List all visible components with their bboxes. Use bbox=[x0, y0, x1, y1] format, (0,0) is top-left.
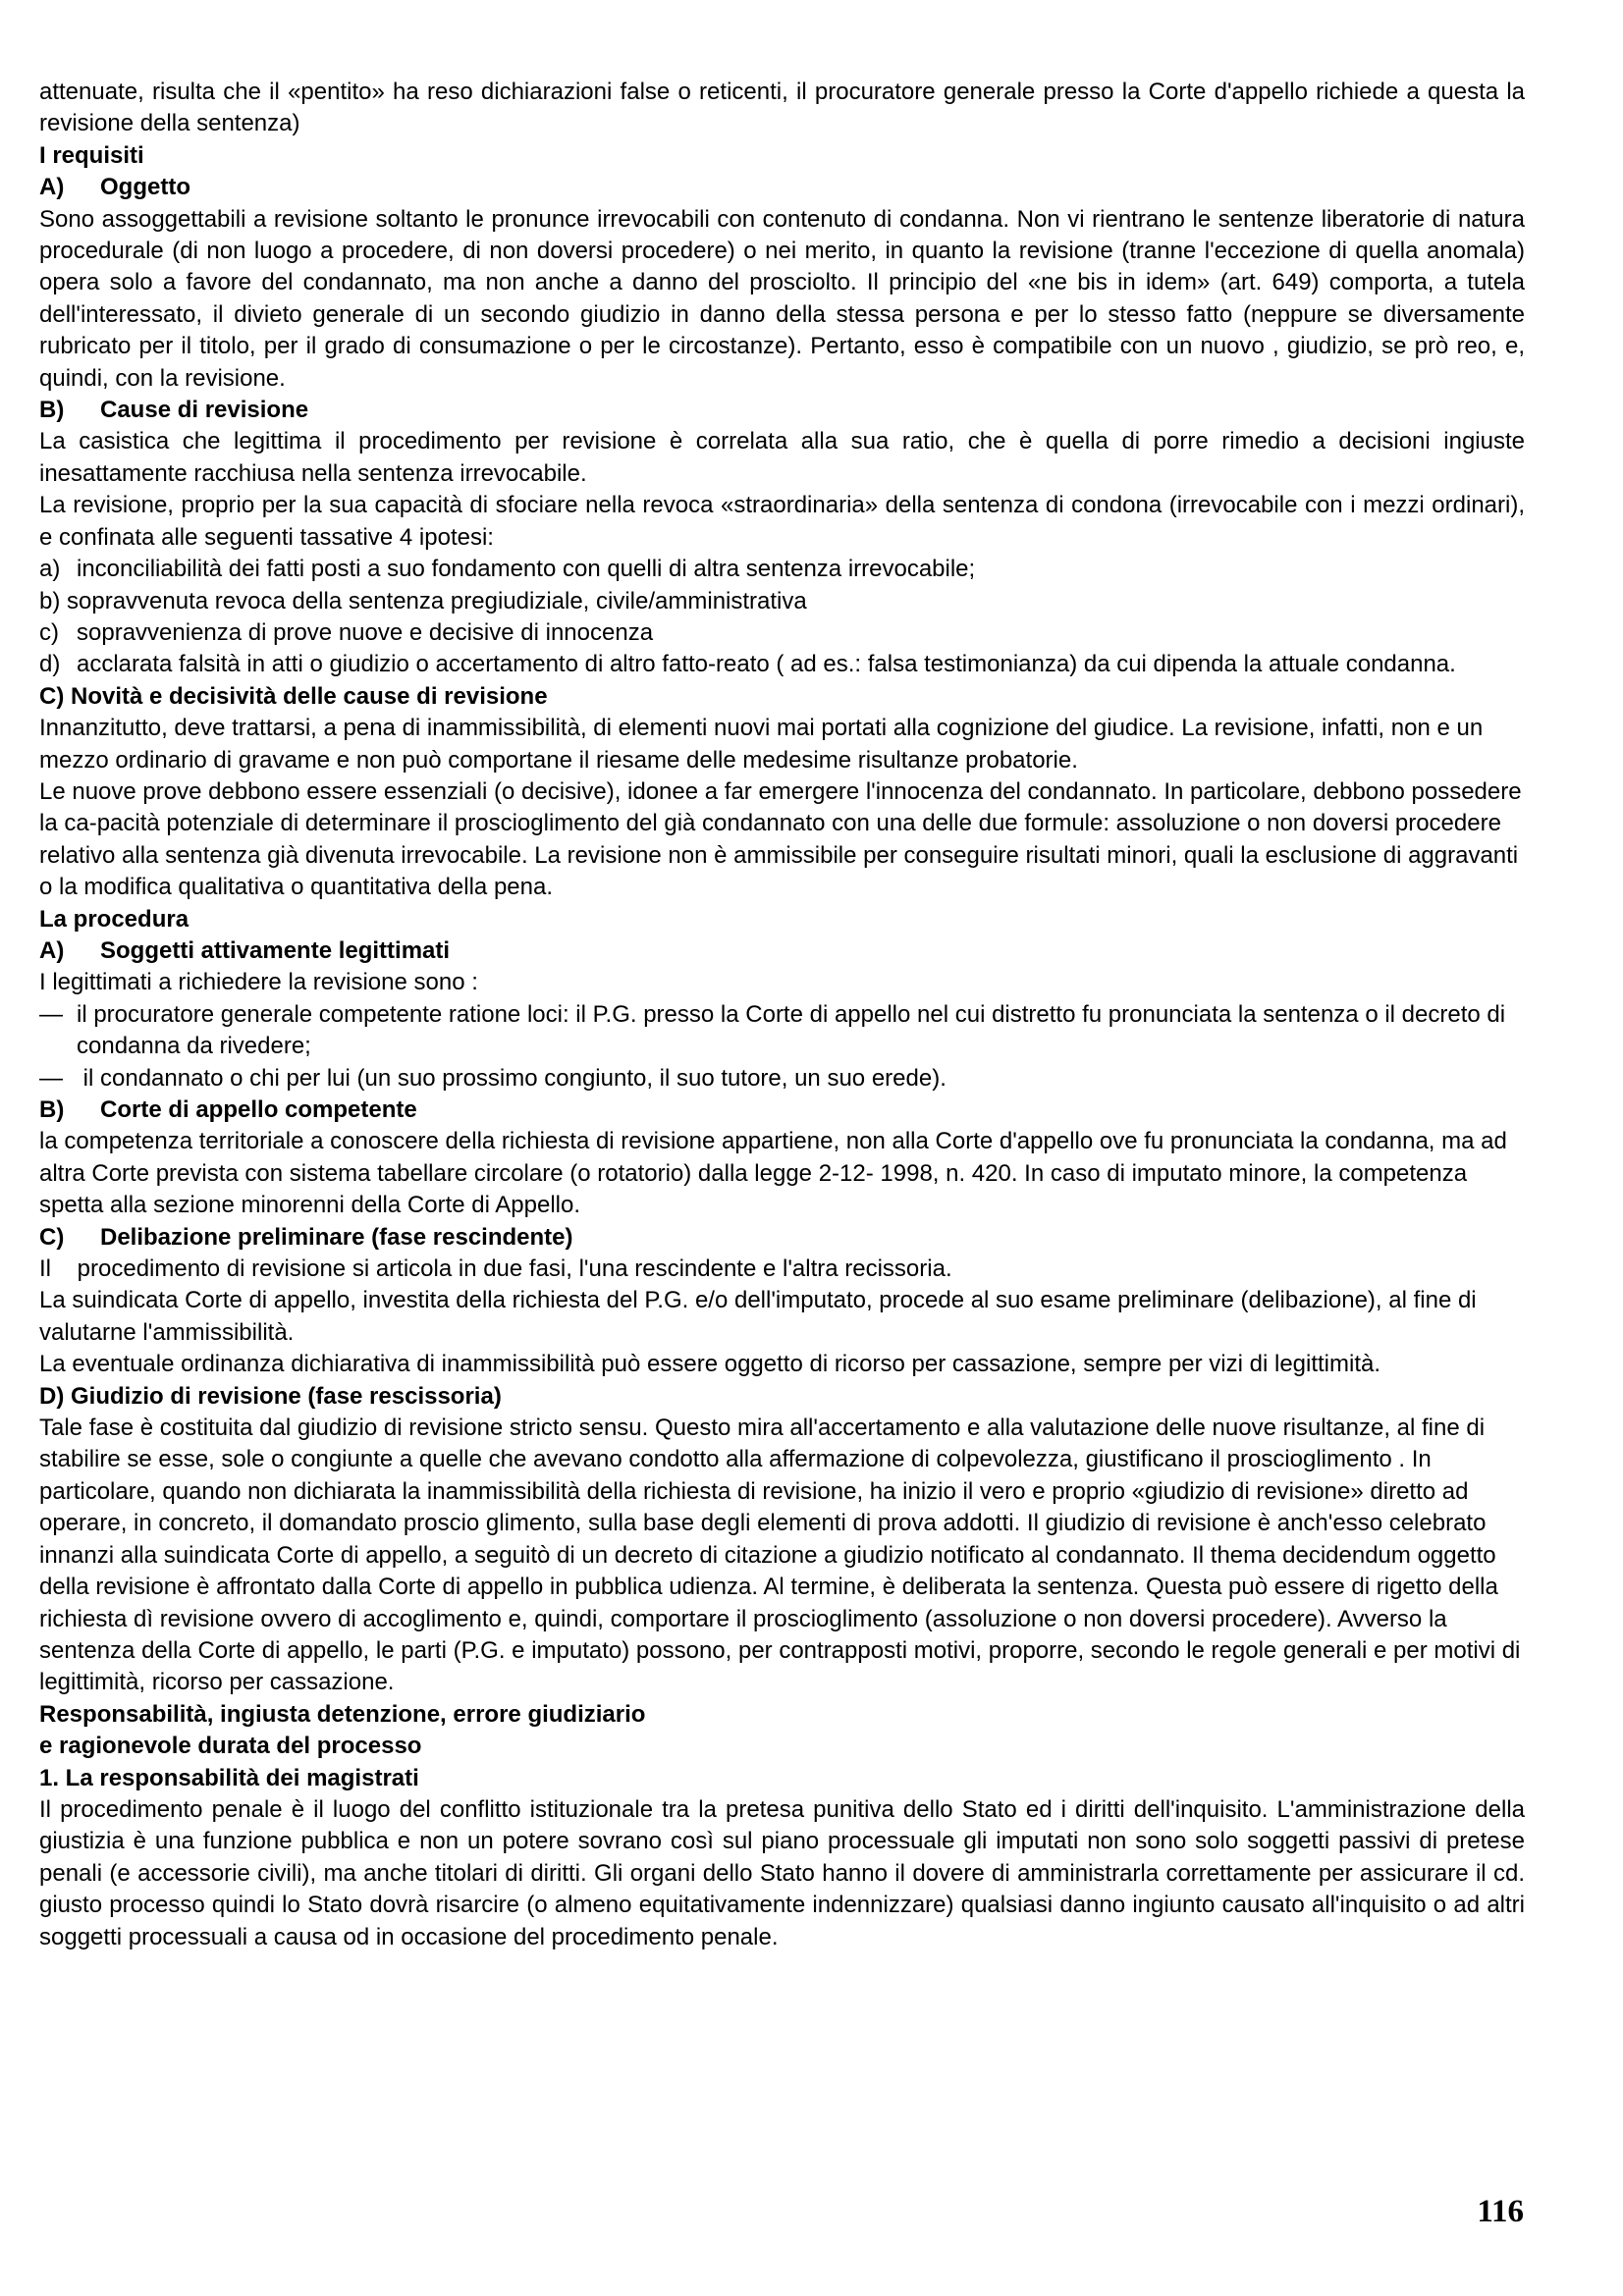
subsection-heading: 1. La responsabilità dei magistrati bbox=[39, 1764, 419, 1791]
dash-marker: — bbox=[39, 1064, 63, 1092]
list-item bbox=[39, 554, 1525, 585]
list-marker: a) bbox=[39, 556, 61, 583]
list-item-text: sopravvenienza di prove nuove e decisive di innocenza bbox=[77, 618, 654, 646]
paragraph: La eventuale ordinanza dichiarativa di inammissibilità può essere oggetto di ricorso per cassazione, sempre per vizi di legittimità. bbox=[39, 1351, 1381, 1378]
paragraph: Il procedimento di revisione si articola in due fasi, l'una rescindente e l'altra recissoria. bbox=[39, 1255, 952, 1283]
list-item bbox=[39, 617, 1525, 649]
dash-item bbox=[39, 999, 1525, 1063]
paragraph: Tale fase è costituita dal giudizio di revisione stricto sensu. Questo mira all'accertamento e alla valutazione delle nuove risultanze, al fine di stabilire se esse, sole o congiunte a quelle che avevano condotto alla affermazione di colpevolezza, giustificano il proscioglimento . In particolare, quando non dichiarata la inammissibilità della richiesta di revisione, ha inizio il vero e proprio «giudizio di revisione» diretto ad operare, in concreto, il domandato proscio glimento, sulla base degli elementi di prova addotti. Il giudizio di revisione è anch'esso celebrato innanzi alla suindicata Corte di appello, a seguitò di un decreto di citazione a giudizio notificato al condannato. Il thema decidendum oggetto della revisione è affrontato dalla Corte di appello in pubblica udienza. Al termine, è deliberata la sentenza. Questa può essere di rigetto della richiesta dì revisione ovvero di accoglimento e, quindi, comportare il proscioglimento (assoluzione o non doversi procedere). Avverso la sentenza della Corte di appello, le parti (P.G. e imputato) possono, per contrapposti motivi, proporre, secondo le regole generali e per motivi di legittimità, ricorso per cassazione. bbox=[39, 1415, 1521, 1696]
dash-item-text: il condannato o chi per lui (un suo prossimo congiunto, il suo tutore, un suo erede). bbox=[77, 1064, 947, 1092]
heading-text: Oggetto bbox=[100, 174, 190, 201]
section-heading: I requisiti bbox=[39, 141, 144, 169]
subsection-heading: C) Novità e decisività delle cause di revisione bbox=[39, 682, 548, 710]
heading-text: Corte di appello competente bbox=[100, 1096, 417, 1123]
list-item-text: inconciliabilità dei fatti posti a suo fondamento con quelli di altra sentenza irrevocabile; bbox=[77, 556, 976, 583]
subsection-heading bbox=[39, 1095, 1525, 1126]
paragraph: La suindicata Corte di appello, investita della richiesta del P.G. e/o dell'imputato, procede al suo esame preliminare (delibazione), al fine di valutarne l'ammissibilità. bbox=[39, 1287, 1477, 1346]
list-item-text: acclarata falsità in atti o giudizio o accertamento di altro fatto-reato ( ad es.: falsa testimonianza) da cui dipenda la attuale condanna. bbox=[77, 651, 1456, 678]
paragraph: I legittimati a richiedere la revisione sono : bbox=[39, 969, 478, 996]
dash-marker: — bbox=[39, 1000, 63, 1028]
paragraph: La revisione, proprio per la sua capacità di sfociare nella revoca «straordinaria» della sentenza di condona (irrevocabile con i mezzi ordinari), e confinata alle seguenti tassative 4 ipotesi: bbox=[39, 492, 1525, 551]
list-item bbox=[39, 649, 1525, 680]
heading-label: B) bbox=[39, 397, 65, 424]
subsection-heading bbox=[39, 1222, 1525, 1254]
heading-label: B) bbox=[39, 1096, 65, 1123]
paragraph: Il procedimento penale è il luogo del conflitto istituzionale tra la pretesa punitiva dello Stato ed i diritti dell'inquisito. L'amministrazione della giustizia è una funzione pubblica e non un potere sovrano così sul piano processuale gli imputati non sono solo soggetti passivi di pretese penali (e accessorie civili), ma anche titolari di diritti. Gli organi dello Stato hanno il dovere di amministrarla correttamente per assicurare il cd. giusto processo quindi lo Stato dovrà risarcire (o almeno equitativamente indennizzare) qualsiasi danno ingiunto causato all'inquisito o ad altri soggetti processuali a causa od in occasione del procedimento penale. bbox=[39, 1795, 1525, 1950]
paragraph: La casistica che legittima il procedimento per revisione è correlata alla sua ratio, che è quella di porre rimedio a decisioni ingiuste inesattamente racchiusa nella sentenza irrevocabile. bbox=[39, 428, 1525, 487]
paragraph: Sono assoggettabili a revisione soltanto le pronunce irrevocabili con contenuto di condanna. Non vi rientrano le sentenze liberatorie di natura procedurale (di non luogo a procedere, di non doversi procedere) o nei merito, in quanto la revisione (tranne l'eccezione di quella anomala) opera solo a favore del condannato, ma non anche a danno del prosciolto. Il principio del «ne bis in idem» (art. 649) comporta, a tutela dell'interessato, il divieto generale di un secondo giudizio in danno della stessa persona e per lo stesso fatto (neppure se diversamente rubricato per il titolo, per il grado di consumazione o per le circostanze). Pertanto, esso è compatibile con un nuovo , giudizio, se prò reo, e, quindi, con la revisione. bbox=[39, 205, 1525, 392]
subsection-heading: D) Giudizio di revisione (fase rescissoria) bbox=[39, 1382, 502, 1410]
page-number: 116 bbox=[1477, 2194, 1524, 2229]
document-page bbox=[39, 77, 1525, 1953]
section-heading: La procedura bbox=[39, 905, 189, 933]
heading-text: Soggetti attivamente legittimati bbox=[100, 936, 451, 964]
heading-label: A) bbox=[39, 936, 65, 964]
dash-item bbox=[39, 1063, 1525, 1095]
paragraph: Le nuove prove debbono essere essenziali (o decisive), idonee a far emergere l'innocenza del condannato. In particolare, debbono possedere la ca-pacità potenziale di determinare il proscioglimento del già condannato con una delle due formule: assoluzione o non doversi procedere relativo alla sentenza già divenuta irrevocabile. La revisione non è ammissibile per conseguire risultati minori, quali la esclusione di aggravanti o la modifica qualitativa o quantitativa della pena. bbox=[39, 777, 1522, 901]
paragraph: la competenza territoriale a conoscere della richiesta di revisione appartiene, non alla Corte d'appello ove fu pronunciata la condanna, ma ad altra Corte prevista con sistema tabellare circolare (o rotatorio) dalla legge 2-12- 1998, n. 420. In caso di imputato minore, la competenza spetta alla sezione minorenni della Corte di Appello. bbox=[39, 1128, 1507, 1219]
heading-text: Cause di revisione bbox=[100, 397, 309, 424]
heading-text: Delibazione preliminare (fase rescindente) bbox=[100, 1223, 573, 1251]
subsection-heading bbox=[39, 935, 1525, 967]
list-marker: d) bbox=[39, 651, 61, 678]
section-heading: Responsabilità, ingiusta detenzione, errore giudiziario bbox=[39, 1700, 646, 1728]
paragraph: attenuate, risulta che il «pentito» ha reso dichiarazioni false o reticenti, il procuratore generale presso la Corte d'appello richiede a questa la revisione della sentenza) bbox=[39, 79, 1525, 137]
subsection-heading bbox=[39, 172, 1525, 203]
section-heading: e ragionevole durata del processo bbox=[39, 1733, 422, 1760]
subsection-heading bbox=[39, 395, 1525, 426]
heading-label: A) bbox=[39, 174, 65, 201]
dash-item-text: il procuratore generale competente ratione loci: il P.G. presso la Corte di appello nel cui distretto fu pronunciata la sentenza o il decreto di condanna da rivedere; bbox=[77, 1000, 1506, 1060]
heading-label: C) bbox=[39, 1223, 65, 1251]
list-item: b) sopravvenuta revoca della sentenza pregiudiziale, civile/amministrativa bbox=[39, 587, 807, 614]
list-marker: c) bbox=[39, 618, 59, 646]
paragraph: Innanzitutto, deve trattarsi, a pena di inammissibilità, di elementi nuovi mai portati alla cognizione del giudice. La revisione, infatti, non e un mezzo ordinario di gravame e non può comportane il riesame delle medesime risultanze probatorie. bbox=[39, 715, 1484, 774]
